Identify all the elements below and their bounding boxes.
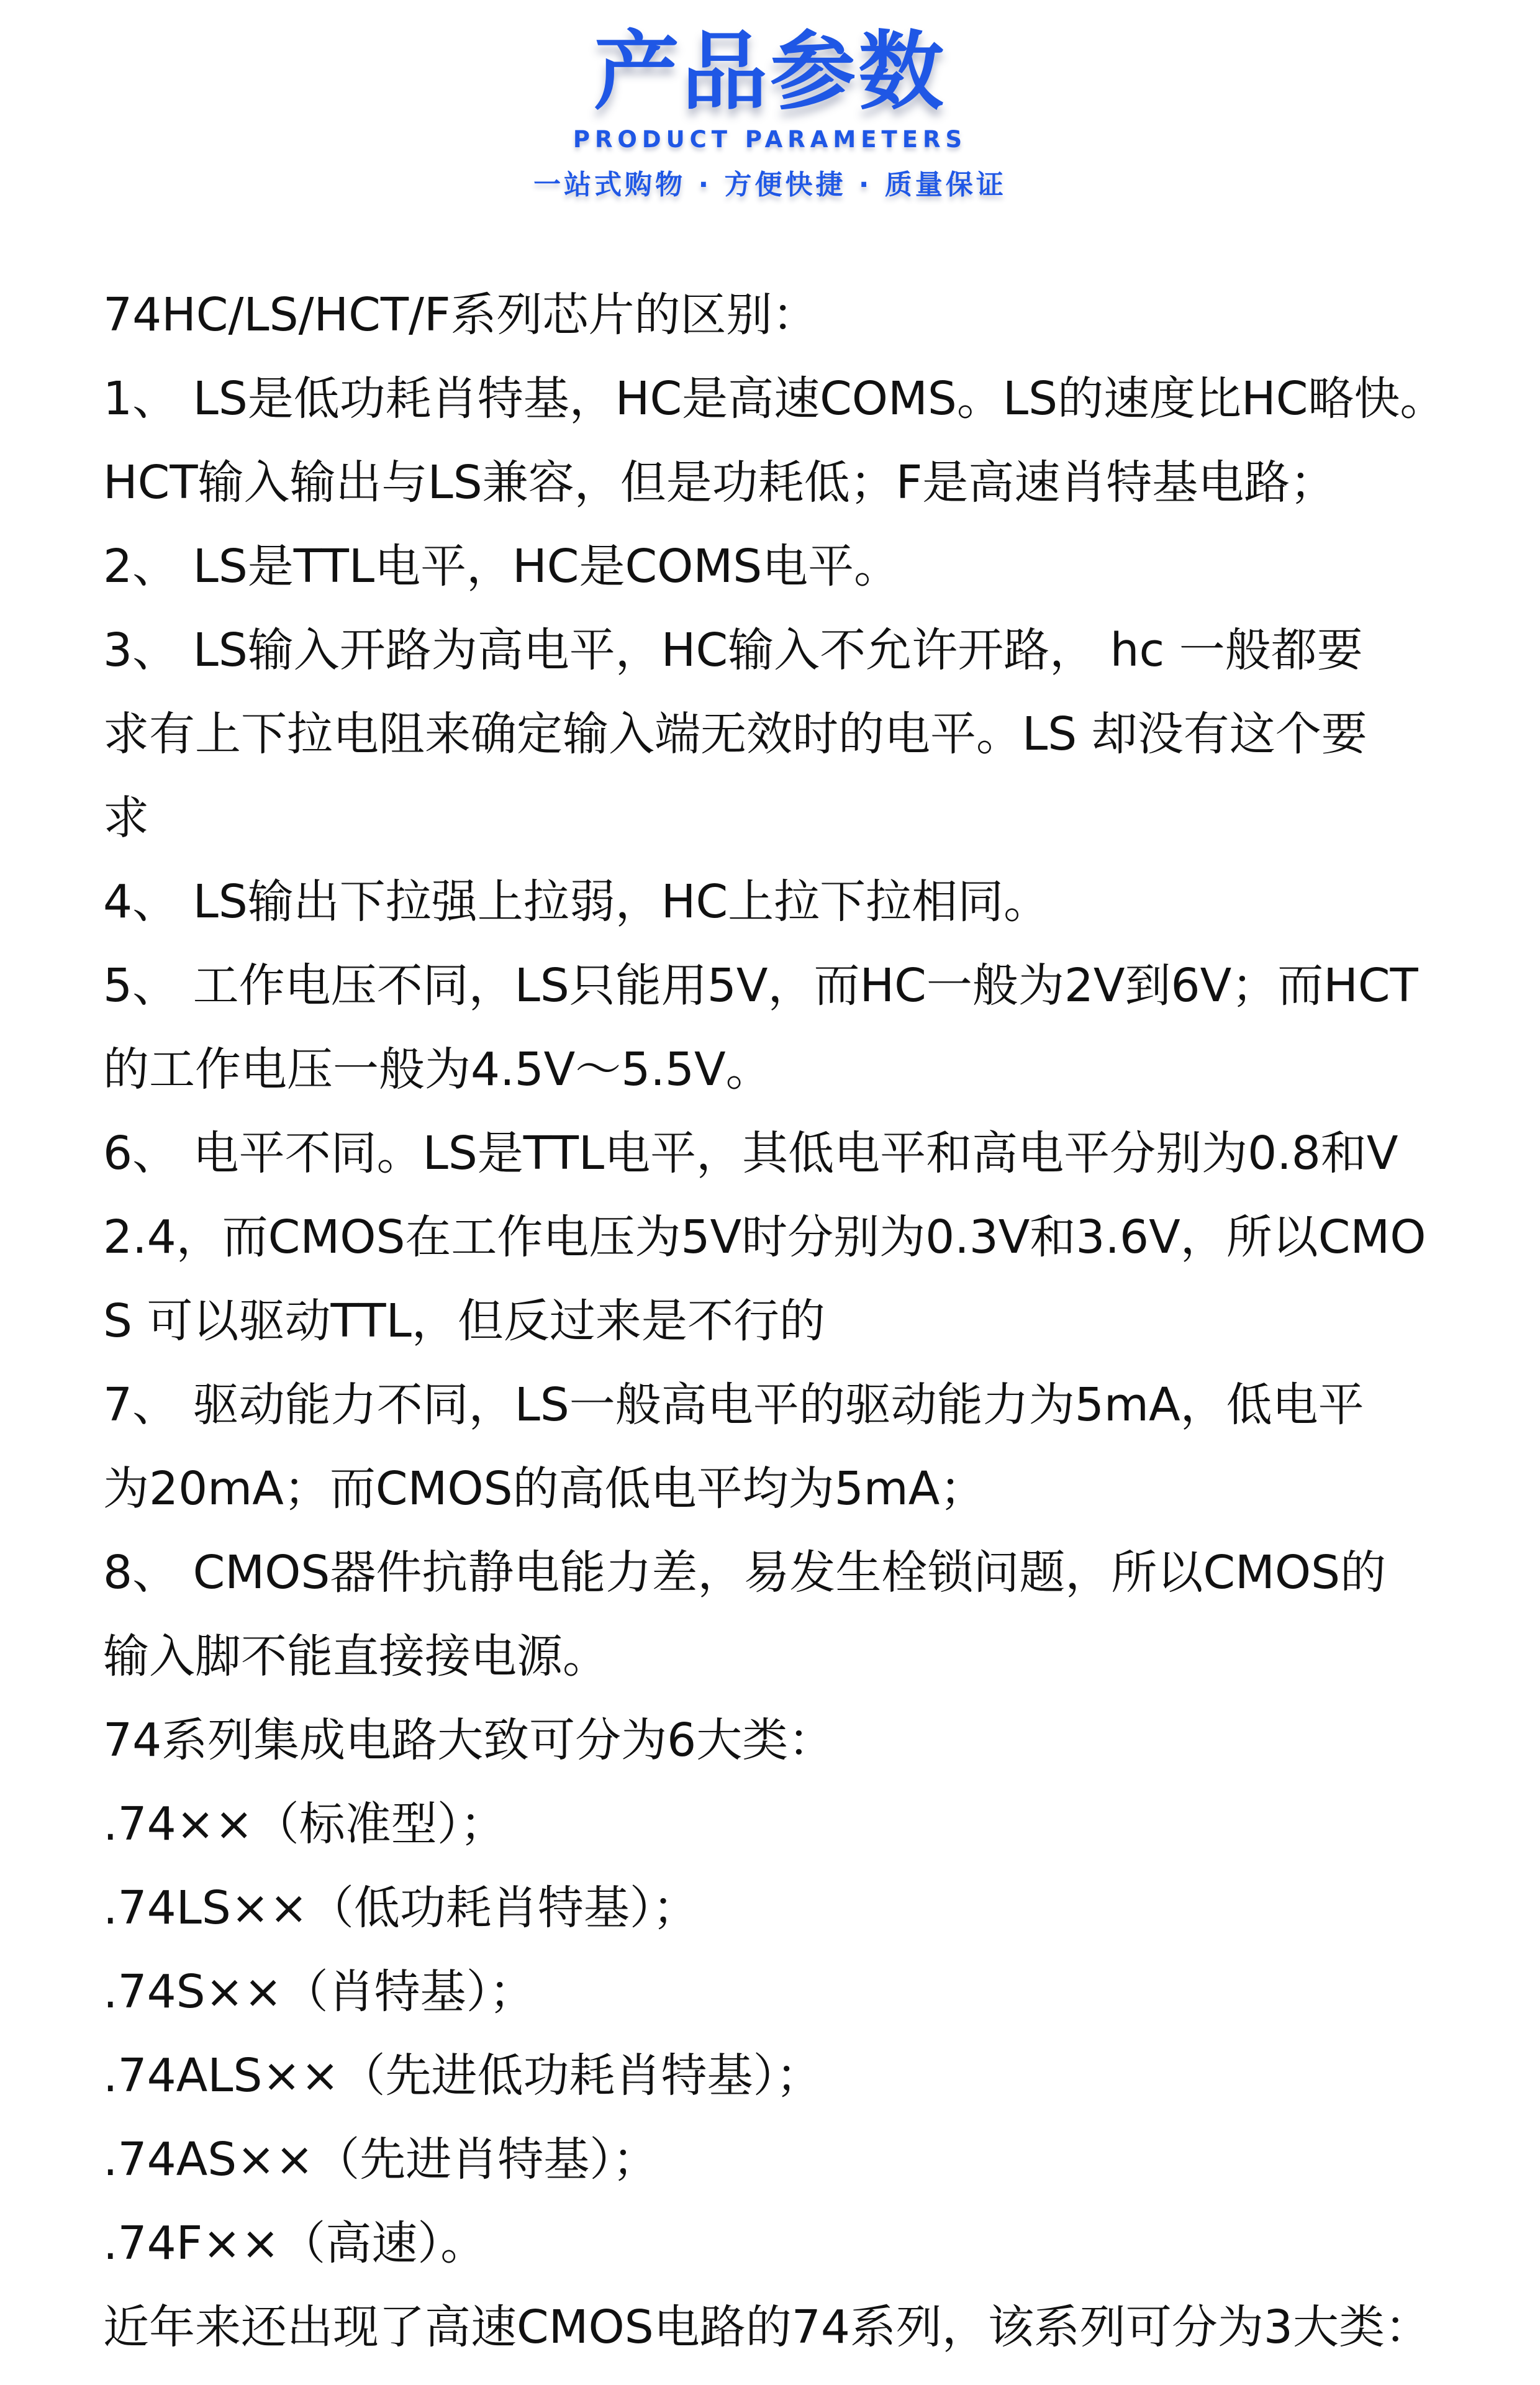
- text-line-series-ls: .74LS××（低功耗肖特基）；: [103, 1881, 699, 1935]
- text-line-item-3b: 求有上下拉电阻来确定输入端无效时的电平。LS 却没有这个要: [103, 707, 1367, 761]
- text-line-item-6b: 2.4，而CMOS在工作电压为5V时分别为0.3V和3.6V，所以CMO: [103, 1211, 1426, 1264]
- text-line-series-heading: 74系列集成电路大致可分为6大类：: [103, 1714, 835, 1767]
- subtitle-chinese: 一站式购物 · 方便快捷 · 质量保证: [533, 169, 1007, 201]
- text-line-item-7a: 7、 驱动能力不同，LS一般高电平的驱动能力为5mA，低电平: [103, 1378, 1364, 1432]
- text-line-series-als: .74ALS××（先进低功耗肖特基）；: [103, 2049, 822, 2102]
- text-line-item-6c: S 可以驱动TTL，但反过来是不行的: [103, 1294, 825, 1348]
- text-line-item-3c: 求: [103, 791, 149, 845]
- page-title: 产品参数: [593, 22, 946, 122]
- text-line-series-as: .74AS××（先进肖特基）；: [103, 2133, 659, 2186]
- text-line-cmos-heading: 近年来还出现了高速CMOS电路的74系列，该系列可分为3大类：: [103, 2301, 1431, 2354]
- text-line-item-1a: 1、 LS是低功耗肖特基，HC是高速COMS。LS的速度比HC略快。: [103, 372, 1446, 425]
- text-line-item-1b: HCT输入输出与LS兼容，但是功耗低；F是高速肖特基电路；: [103, 456, 1336, 509]
- subtitle-english: PRODUCT PARAMETERS: [573, 126, 967, 153]
- text-line-item-7b: 为20mA；而CMOS的高低电平均为5mA；: [103, 1462, 986, 1515]
- text-line-item-3a: 3、 LS输入开路为高电平，HC输入不允许开路， hc 一般都要: [103, 624, 1363, 677]
- text-line-series-standard: .74××（标准型）；: [103, 1797, 506, 1851]
- text-line-item-6a: 6、 电平不同。LS是TTL电平，其低电平和高电平分别为0.8和V: [103, 1127, 1398, 1180]
- text-line-series-f: .74F××（高速）。: [103, 2217, 487, 2270]
- text-line-item-8a: 8、 CMOS器件抗静电能力差，易发生栓锁问题，所以CMOS的: [103, 1546, 1387, 1599]
- text-line-item-5a: 5、 工作电压不同，LS只能用5V，而HC一般为2V到6V；而HCT: [103, 959, 1418, 1012]
- text-line-series-s: .74S××（肖特基）；: [103, 1965, 535, 2019]
- text-line-heading: 74HC/LS/HCT/F系列芯片的区别：: [103, 288, 818, 342]
- parameters-text: [103, 273, 1531, 2369]
- text-line-item-5b: 的工作电压一般为4.5V～5.5V。: [103, 1043, 772, 1096]
- page-header: [0, 0, 1540, 236]
- text-line-item-2: 2、 LS是TTL电平，HC是COMS电平。: [103, 540, 900, 593]
- text-line-item-4: 4、 LS输出下拉强上拉弱，HC上拉下拉相同。: [103, 875, 1050, 929]
- text-line-item-8b: 输入脚不能直接接电源。: [103, 1630, 609, 1683]
